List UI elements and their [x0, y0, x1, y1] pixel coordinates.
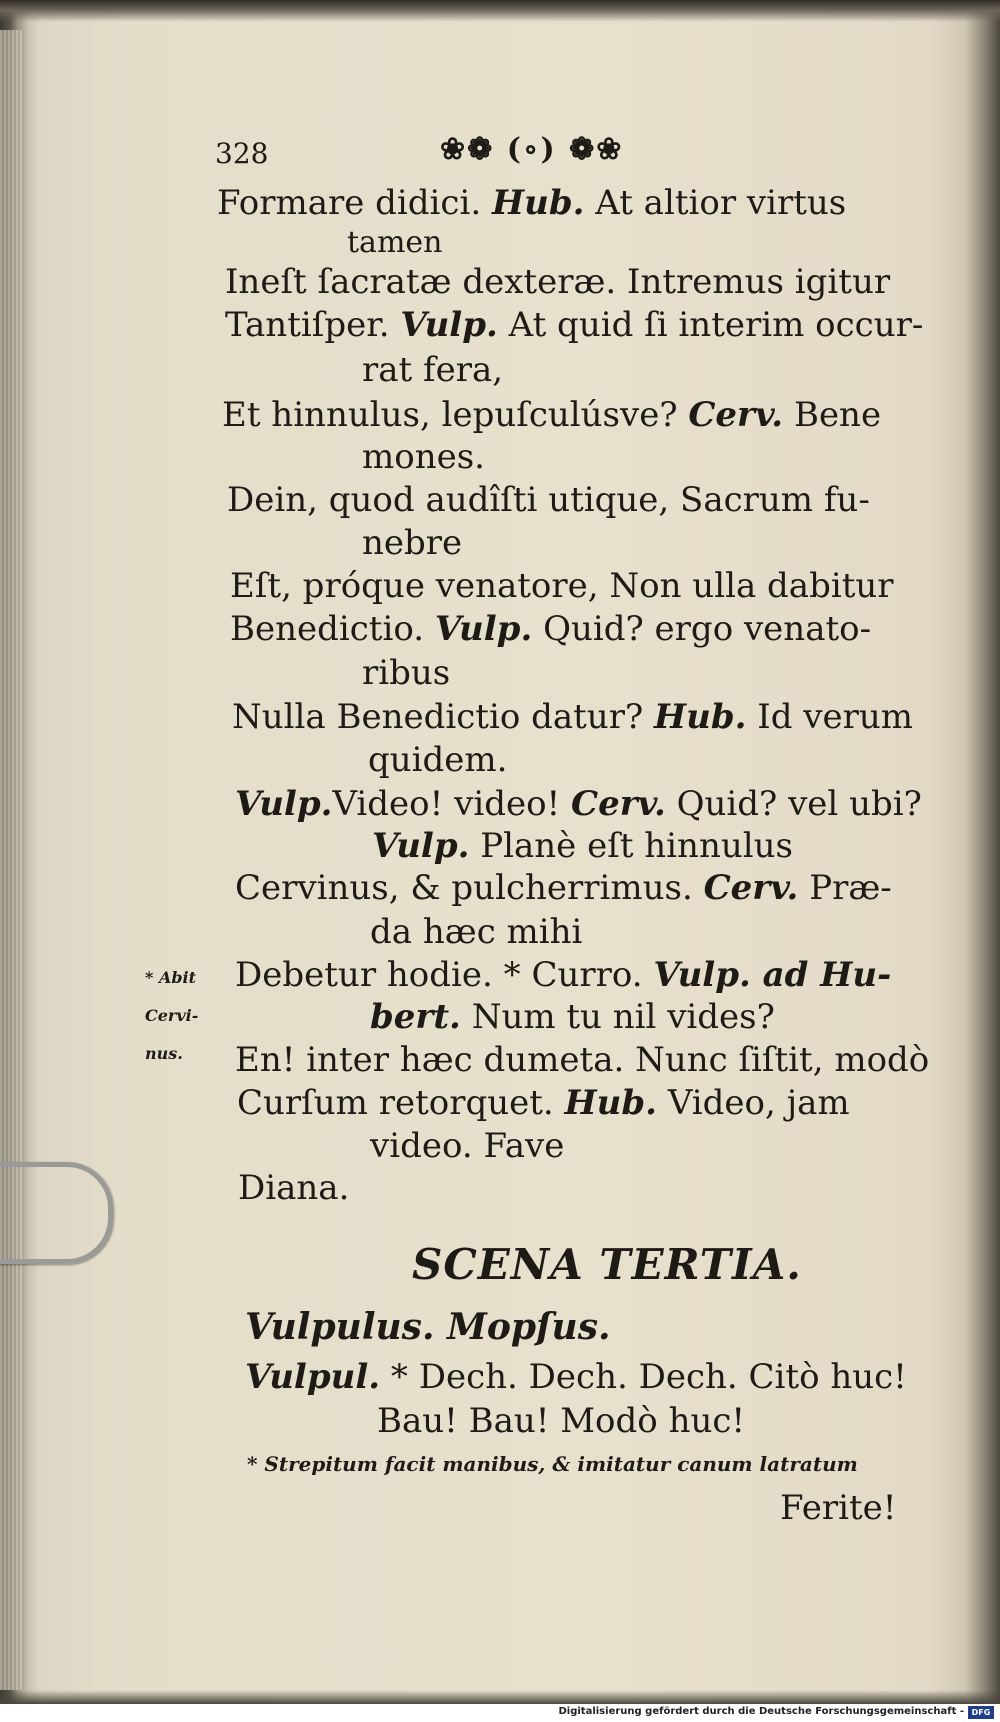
text-line-19: Debetur hodie. * Curro. Vulp. ad Hu-	[235, 955, 892, 995]
catchword: Ferite!	[780, 1488, 897, 1528]
text-line-12: ribus	[362, 653, 451, 693]
text-line-5: rat fera,	[362, 350, 504, 390]
text-line-24: Diana.	[238, 1168, 350, 1208]
text-line-8: Dein, quod audîſti utique, Sacrum fu-	[227, 480, 870, 520]
text-line-14: quidem.	[368, 740, 508, 780]
text-line-11: Benedictio. Vulp. Quid? ergo venato-	[230, 609, 872, 649]
text-line-4: Tantiſper. Vulp. At quid ſi interim occur-	[225, 305, 924, 345]
text-line-13: Nulla Benedictio datur? Hub. Id verum	[232, 697, 913, 737]
text-line-10: Eſt, próque venatore, Non ulla dabitur	[230, 566, 894, 606]
page-bottom-shadow	[0, 1690, 1000, 1704]
page-number: 328	[215, 137, 269, 170]
text-line-21: En! inter hæc dumeta. Nunc ſiſtit, modò	[235, 1040, 930, 1080]
text-line-2: tamen	[347, 225, 443, 260]
page-top-shadow	[0, 0, 1000, 22]
text-line-15: Vulp.Video! video! Cerv. Quid? vel ubi?	[235, 784, 922, 824]
footnote: * Strepitum facit manibus, & imitatur canum latratum	[247, 1452, 858, 1476]
ornament-left-icon: ❀❁	[440, 132, 495, 167]
scene-line-2: Bau! Bau! Modò huc!	[377, 1401, 746, 1441]
text-line-16: Vulp. Planè eſt hinnulus	[372, 826, 793, 866]
header-ornament	[440, 132, 623, 167]
text-line-7: mones.	[362, 437, 485, 477]
page-stack-edge	[0, 30, 24, 1690]
margin-note-line-1: * Abit	[145, 968, 197, 987]
ornament-right-icon: ❁❀	[569, 132, 624, 167]
text-line-9: nebre	[362, 523, 463, 563]
text-line-18: da hæc mihi	[370, 912, 583, 952]
scene-title: SCENA TERTIA.	[412, 1240, 802, 1289]
text-line-3: Ineſt ſacratæ dexteræ. Intremus igitur	[225, 262, 891, 302]
footer-credit: Digitalisierung gefördert durch die Deutsche Forschungsgemeinschaft -	[558, 1706, 964, 1717]
text-line-17: Cervinus, & pulcherrimus. Cerv. Præ-	[235, 868, 892, 908]
scene-persons: Vulpulus. Mopſus.	[245, 1306, 611, 1348]
margin-note-line-3: nus.	[145, 1044, 183, 1063]
text-line-1: Formare didici. Hub. At altior virtus	[217, 183, 847, 223]
margin-note-line-2: Cervi-	[145, 1006, 199, 1025]
scene-line-1: Vulpul. * Dech. Dech. Dech. Citò huc!	[245, 1357, 907, 1397]
text-line-23: video. Fave	[370, 1126, 565, 1166]
dfg-logo-icon: DFG	[968, 1706, 994, 1719]
text-line-20: bert. Num tu nil vides?	[370, 997, 775, 1037]
text-line-6: Et hinnulus, lepuſculúsve? Cerv. Bene	[222, 395, 882, 435]
text-line-22: Curſum retorquet. Hub. Video, jam	[237, 1083, 850, 1123]
paper-clip-icon	[0, 1162, 113, 1264]
header-ornament-center: (∘)	[506, 132, 557, 167]
